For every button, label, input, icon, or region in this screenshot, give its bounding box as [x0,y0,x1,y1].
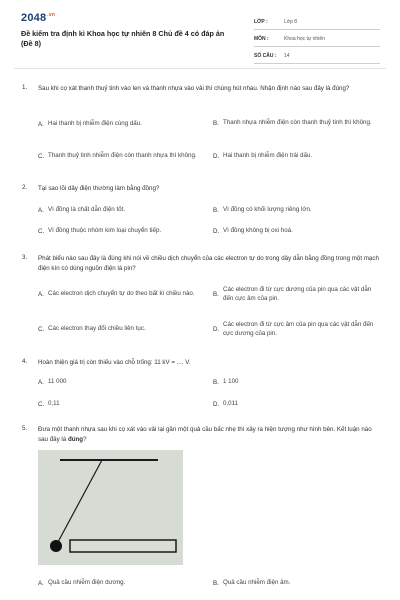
option-c[interactable]: C. Thanh thuỷ tinh nhiễm điện còn thanh nhựa thì không. [38,152,197,160]
option-a[interactable]: A. Hai thanh bị nhiễm điện cùng dấu. [38,120,142,128]
option-a[interactable]: A. Các electron dịch chuyển tự do theo bất kì chiều nào. [38,290,195,298]
option-d[interactable]: D. Hai thanh bị nhiễm điện trái dấu. [213,152,313,160]
option-b[interactable]: B. Các electron đi từ cực dương của pin qua các vật dẫn đến cực âm của pin. [213,285,372,302]
experiment-figure [38,450,183,565]
page-header [0,0,400,60]
option-c[interactable]: C. Các electron thay đổi chiều liên tục. [38,325,146,333]
option-a[interactable]: A. Vì đồng là chất dẫn điện tốt. [38,206,126,214]
option-d[interactable]: D. 0,011 [213,400,239,408]
page-title: Đề kiểm tra định kì Khoa học tự nhiên 8 Chủ đề 4 có đáp án (Đề 8) [21,29,225,48]
info-row-class: LỚP : Lớp 8 [254,14,380,30]
exam-info-panel [254,14,380,65]
option-d[interactable]: D. Các electron đi từ cực âm của pin qua các vật dẫn đến cực dương của pin. [213,320,374,337]
site-logo[interactable]: $2048^{.vn}$ [21,12,56,24]
question-stem: Phát biểu nào sau đây là đúng khi nói về chiều dịch chuyển của các electron tự do trong dây dẫn bằng đồng trong một mạch điện kín có dùng nguồn điện là pin? [38,255,379,272]
option-b[interactable]: B. Quả cầu nhiễm điện âm. [213,579,291,587]
info-row-subject: MÔN : Khoa học tự nhiên [254,31,380,47]
option-b[interactable]: B. Vì đồng có khối lượng riêng lớn. [213,206,312,214]
question-stem: Đưa một thanh nhựa sau khi cọ xát vào vải lại gần một quả cầu bấc nhẹ thì xảy ra hiện tượng như hình bên. Kết luận nào sau đây là đúng? [38,426,372,443]
exam-page: $2048^{.vn}$ Đề kiểm tra định kì Khoa học tự nhiên 8 Chủ đề 4 có đáp án (Đề 8) LỚP : Lớp 8 MÔN : Khoa học tự nhiên SỐ CÂU : 14 1. Sau khi cọ xát thanh thuỷ tinh vào len và thanh nhựa vào vải thì chúng hút nhau. Nhận định nào sau đây là đúng? A. Hai thanh bị nhiễm điện cùng dấu. B. Thanh nhựa nhiễm điện còn thanh thuỷ tinh thì không. C. Thanh thuỷ tinh nhiễm điện còn thanh nhựa thì không. D. Hai thanh bị nhiễm điện trái dấu. 2. Tại sao lõi dây điện thường làm bằng đồng? A. Vì đồng là chất dẫn điện tốt. B. Vì đồng có khối lượng riêng lớn. C. Vì đồng thuộc nhóm kim loại chuyển tiếp. D. Vì đồng không bị oxi hoá. 3. Phát biểu nào sau đây là đúng khi nói về chiều dịch chuyển của các electron tự do trong dây dẫn bằng đồng trong một mạch điện kín có dùng nguồn điện là pin? A. Các electron dịch chuyển tự do theo bất kì chiều nào. B. Các electron đi từ cực dương của pin qua các vật dẫn đến cực âm của pin. C. Các electron thay đổi chiều liên tục. D. Các electron đi từ cực âm của pin qua các vật dẫn đến cực dương của pin. 4. Hoàn thiện giá trị còn thiếu vào chỗ trống: 11 kV = .... V. A. 11 000 B. 1 100 C. 0,11 D. 0,011 5. Đưa một thanh nhựa sau khi cọ xát vào vải lại gần một quả cầu bấc nhẹ thì xảy ra hiện tượng như hình bên. Kết luận nào sau đây là đúng? A. Quả cầu nhiễm điện dương. B. Quả cầu nhiễm điện âm. [0,0,400,600]
charged-rod-and-ball-illustration [38,450,183,565]
header-divider [14,68,386,69]
question-stem: Sau khi cọ xát thanh thuỷ tinh vào len và thanh nhựa vào vải thì chúng hút nhau. Nhận định nào sau đây là đúng? [38,85,350,92]
info-row-question-count: SỐ CÂU : 14 [254,48,380,64]
option-b[interactable]: B. 1 100 [213,378,239,386]
option-d[interactable]: D. Vì đồng không bị oxi hoá. [213,227,293,235]
option-a[interactable]: A. Quả cầu nhiễm điện dương. [38,579,126,587]
option-c[interactable]: C. Vì đồng thuộc nhóm kim loại chuyển tiếp. [38,227,162,235]
option-b[interactable]: B. Thanh nhựa nhiễm điện còn thanh thuỷ tinh thì không. [213,119,372,127]
option-a[interactable]: A. 11 000 [38,378,67,386]
question-stem: Tại sao lõi dây điện thường làm bằng đồng? [38,185,160,192]
option-c[interactable]: C. 0,11 [38,400,60,408]
question-stem: Hoàn thiện giá trị còn thiếu vào chỗ trống: 11 kV = .... V. [38,359,191,366]
